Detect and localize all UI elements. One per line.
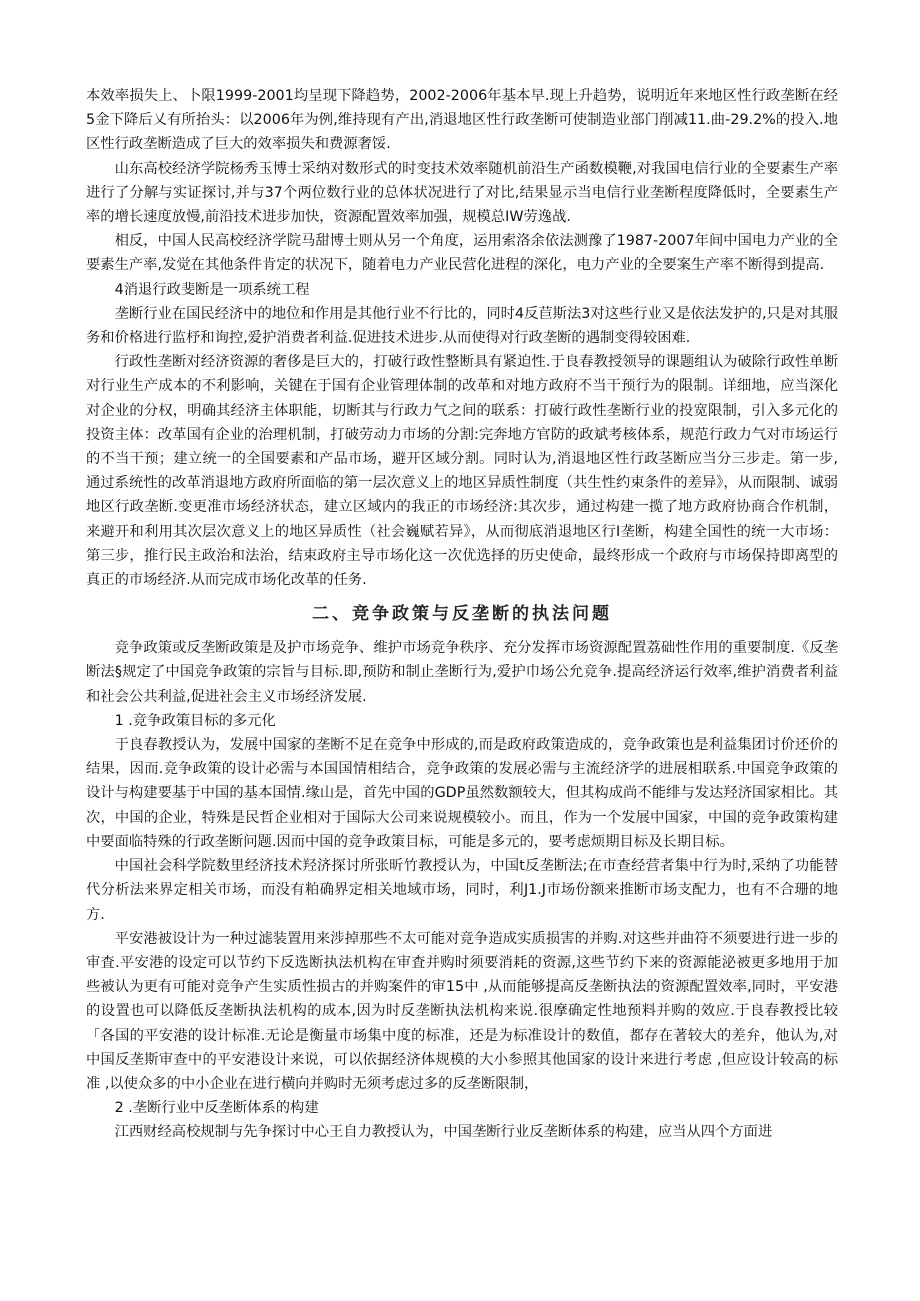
paragraph-four-aspects: 江西财经高校规制与先争探讨中心王自力教授认为，中国垄断行业反垄断体系的构建，应当从四个方面进	[114, 1124, 773, 1141]
subheading-antimonopoly-system: 2 .垄断行业中反垄断体系的构建	[114, 1100, 319, 1117]
paragraph-developing-country: 于良春教授认为，发展中国家的垄断不足在竞争中形成的,而是政府政策造成的，竞争政策也是利益集团讨价还价的结果，因而.竞争政策的设计必需与本国国情相结合，竞争政策的发展必需与主流经济学的进展相联系.中国竞争政策的设计与构建要基于中国的基本国情.缘山是，首先中国的GDP虽然数额较大，但其构成尚不能绯与发达羟济国家相比。其次，中国的企业，特殊是民哲企业相对于国际大公司来说规模较小。而且，作为一个发展中国家，中国的竞争政策构建中要面临特殊的行政垄断问题.因而中国的竞争政策目标，可能是多元的，要考虑烦期目标及长期目标。	[86, 737, 838, 850]
document-page	[86, 84, 838, 1145]
paragraph-efficiency-loss: 本效率损失上、卜限1999-2001均呈现下降趋势，2002-2006年基本早.现上升趋势，说明近年来地区性行政垄断在经5金下降后乂有所抬头：以2006年为例,维持现有产出,消退地区性行政垄断可使制造业部门削减11.曲-29.2%的投入.地区性行政垄断造成了巨大的效率损失和费源奢馁.	[86, 88, 838, 153]
subheading-system-engineering: 4消退行政斐断是一项系统工程	[114, 281, 310, 298]
section-title: 二、竞争政策与反垄断的执法问题	[312, 604, 612, 625]
paragraph-relevant-market: 中国社会科学院数里经济技术羟济探讨所张昕竹教授认为，中国t反垄断法;在市查经营者集中行为时,采纳了功能替代分析法来界定相关市场，而没有粕确界定相关地域市场，同时，利J1.J市场份额来推断市场支配力，也有不合珊的地方.	[86, 858, 838, 923]
paragraph-competition-policy: 竞争政策或反垄断政策是及护市场竞争、维护市场竞争秩序、充分发挥市场资源配置荔础性作用的重要制度.《反垄断法§规定了中国竞争政策的宗旨与目标.即,预防和制止垄断行为,爱护巾场公允竞争.提高经济运行效率,维护消费者利益和社会公共利益,促进社会主义市场经济发展.	[86, 640, 838, 705]
subheading-policy-goals: 1 .竞争政策目标的多元化	[114, 712, 276, 729]
paragraph-power-industry: 相反，中国人民高校经济学院马甜博士则从另一个角度，运用索洛余依法测豫了1987-2007年间中国电力产业的全要素生产率,发觉在其他条件肯定的状况下，随着电力产业民营化进程的深化，电力产业的全要案生产率不断得到提高.	[86, 233, 838, 274]
paragraph-administrative-monopoly: 行政性垄断对经济资源的奢侈是巨大的，打破行政性整断具有紧迫性.于良春教授领导的课题组认为破除行政性单断对行业生产成本的不利影响，关键在于国有企业管理体制的改革和对地方政府不当干预行为的限制。详细地，应当深化对企业的分权，明确其经济主体职能，切断其与行政力气之间的联系：打破行政性垄断行业的投宽限制，引入多元化的投资主体：改革国有企业的治理机制，打破劳动力市场的分割:完奔地方官防的政斌考核体系，规范行政力气对市场运行的不当干预；建立统一的全国要素和产品市场，避开区域分割。同时认为,消退地区性行政茎断应当分三步走。第一步,通过系统性的改革消退地方政府所面临的第一层次意义上的地区异质性制度（共生性约束条件的差异》，从而限制、诚弱地区行政垄断.变更准市场经济状态，建立区域内的我正的市场经济:其次步，通过构建一揽了地方政府协商合作机制，来避开和利用其次层次意义上的地区异质性（社会巍赋若异》，从而彻底消退地区行I垄断，构建全国性的统一大市场：第三步，推行民主政治和法治，结束政府主导市场化这一次优选择的历史使命，最终形成一个政府与市场保持即离型的真正的市场经济.从而完成市场化改革的任务.	[86, 354, 838, 589]
paragraph-safe-harbor: 平安港被设计为一种过滤装置用来涉掉那些不太可能对竞争造成实质损害的并购.对这些并曲符不须要进行进一步的审査.平安港的设定可以节约下反选断执法机构在审査并购时须要消耗的资源,这些节约下来的资源能泌被更多地用于加些被认为更有可能对竞争产生实质性损古的并购案件的审15中 ,从而能够提高反垄断执法的资源配置效率,同时，平安港的设置也可以降低反垄断执法机构的成本,因为时反垄断执法机构来说.很摩确定性地预料并购的效应.于良春教授比较「各国的平安港的设计标准.无论是衡量市场集中度的标准，还是为标准设计的数值，都存在著较大的差弁，他认为,对中国反垄斯审查中的平安港设计来说，可以依据经济体规模的大小参照其他国家的设计来进行考虑 ,但应设计较高的标准 ,以使众多的中小企业在进行横向并购时无须考虑过多的反垄断限制，	[86, 930, 838, 1092]
paragraph-monopoly-status: 垄断行业在国民经济中的地位和作用是其他行业不行比的，同时4反苣斯法3对这些行业又是依法发护的,只是对其服务和价格进行监杼和询控,爱护消费者利益.促进技术进步.从而使得对行政垄断的遇制变得较困难.	[86, 305, 838, 347]
paragraph-telecom-tfp: 山东高校经济学院杨秀玉博士采纳对数形式的时变技术效率随机前沿生产函数模鞭,对我国电信行业的全要素生产率进行了分解与实证探讨,并与37个两位数行业的总体状况进行了对比,结果显示当电信行业垄断程度降低时，全要素生产率的增长速度放慢,前沿技术进步加快，资源配置效率加强，规模总IW劳逸战.	[86, 160, 838, 226]
